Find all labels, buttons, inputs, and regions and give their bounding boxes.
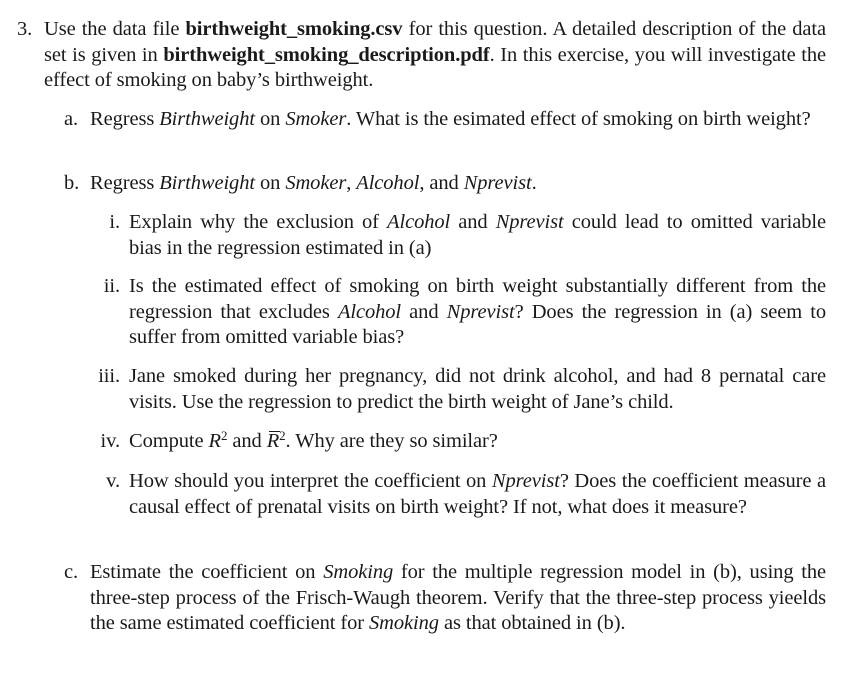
question-number: 3. (17, 18, 33, 40)
variable-nprevist: Nprevist (463, 172, 532, 194)
variable-birthweight: Birthweight (159, 108, 255, 130)
adjusted-r-squared-symbol: R (267, 429, 279, 455)
part-a-label: a. (64, 108, 79, 130)
description-file-name: birthweight_smoking_description.pdf (163, 43, 490, 66)
question-intro: Use the data file birthweight_smoking.csv for this question. A detailed description of the data set is given in birthweight_smoking_description.pdf. In this exercise, you will investigate the effect of smoking on baby’s birthweight. (44, 18, 826, 91)
subpart-v-label: v. (106, 470, 120, 492)
adjusted-r-squared-exponent: 2 (279, 428, 286, 443)
variable-smoker: Smoker (285, 172, 347, 194)
subpart-v-text: How should you interpret the coefficient on Nprevist? Does the coefficient measure a causal effect of prenatal visits on birth weight? If not, what does it measure? (129, 470, 826, 518)
variable-alcohol: Alcohol (387, 211, 451, 233)
variable-smoking: Smoking (369, 612, 439, 634)
subpart-ii-text: Is the estimated effect of smoking on birth weight substantially different from the regression that excludes Alcohol and Nprevist? Does the regression in (a) seem to suffer from omitted variable bias? (129, 275, 826, 348)
r-squared-symbol: R (208, 430, 221, 452)
subpart-iv-text: Compute $R^2$ and $R^2$. Why are they so similar? (129, 429, 826, 455)
subpart-iii-label: iii. (98, 365, 120, 387)
variable-nprevist: Nprevist (495, 211, 564, 233)
part-c-label: c. (64, 561, 79, 583)
variable-nprevist: Nprevist (491, 470, 560, 492)
variable-nprevist: Nprevist (446, 300, 515, 323)
variable-smoking: Smoking (323, 561, 394, 583)
r-squared-exponent: 2 (220, 428, 228, 443)
part-c-text: Estimate the coefficient on Smoking for the multiple regression model in (b), using the three-step process of the Frisch-Waugh theorem. Verify that the three-step process yieelds the same estimated coefficient for Smoking as that obtained in (b). (90, 561, 826, 634)
subpart-i-label: i. (109, 211, 120, 233)
subpart-iii-text: Jane smoked during her pregnancy, did not drink alcohol, and had 8 pernatal care visits. Use the regression to predict the birth weight of Jane’s child. (129, 365, 826, 413)
variable-smoker: Smoker (285, 108, 347, 130)
variable-birthweight: Birthweight (159, 172, 255, 194)
subpart-ii-label: ii. (103, 275, 120, 297)
data-file-name: birthweight_smoking.csv (185, 18, 403, 40)
part-b-text: Regress Birthweight on Smoker, Alcohol, and Nprevist. (90, 172, 537, 194)
variable-alcohol: Alcohol (356, 172, 420, 194)
variable-alcohol: Alcohol (337, 300, 402, 323)
part-b-label: b. (64, 172, 80, 194)
subpart-iv-label: iv. (100, 430, 120, 452)
part-a-text: Regress Birthweight on Smoker. What is the esimated effect of smoking on birth weight? (90, 108, 811, 130)
subpart-i-text: Explain why the exclusion of Alcohol and Nprevist could lead to omitted variable bias in the regression estimated in (a) (129, 211, 826, 259)
